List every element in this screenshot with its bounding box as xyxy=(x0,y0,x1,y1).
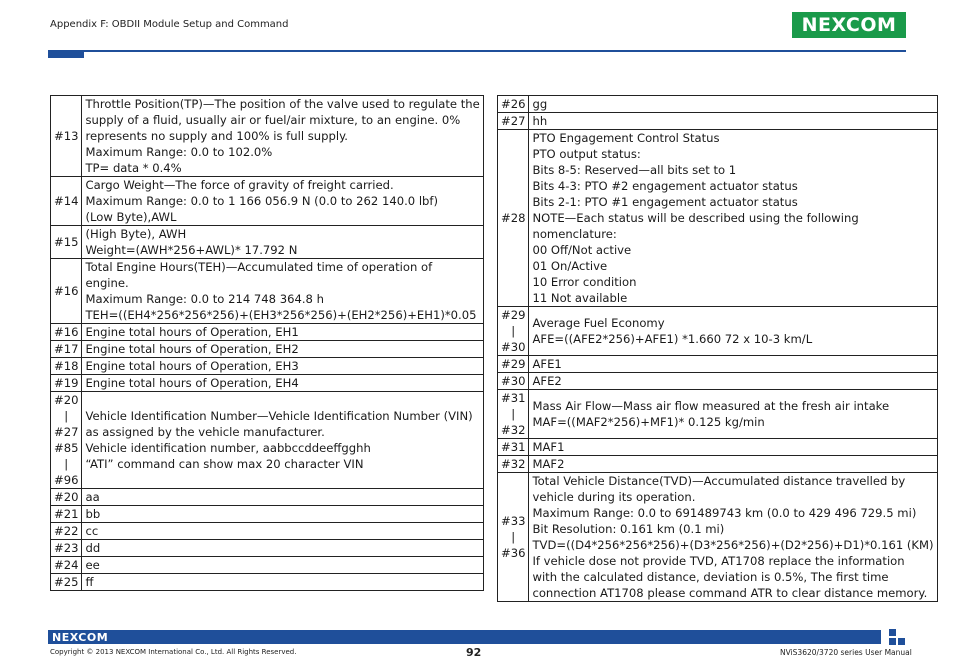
table-row xyxy=(51,324,484,341)
description-line: ee xyxy=(85,558,100,572)
table-row xyxy=(51,506,484,523)
command-id-cell xyxy=(51,177,82,226)
command-id-cell xyxy=(51,523,82,540)
command-id: #20 xyxy=(54,393,79,407)
command-description-cell xyxy=(82,324,483,341)
command-id-cell xyxy=(498,96,529,113)
description-line: Maximum Range: 0.0 to 214 748 364.8 h xyxy=(85,292,324,306)
command-id: #29 xyxy=(501,308,526,322)
table-row xyxy=(51,574,484,591)
command-id-cell xyxy=(51,557,82,574)
description-line: Total Vehicle Distance(TVD)—Accumulated distance travelled by xyxy=(532,474,906,488)
description-line: aa xyxy=(85,490,100,504)
command-id-cell xyxy=(51,489,82,506)
command-id: #85 xyxy=(54,441,79,455)
command-id: #33 xyxy=(501,514,526,528)
header-title: Appendix F: OBDII Module Setup and Command xyxy=(50,19,289,30)
description-line: Mass Air Flow—Mass air flow measured at the fresh air intake xyxy=(532,399,890,413)
table-row xyxy=(51,375,484,392)
command-id: #21 xyxy=(54,507,79,521)
command-id: #26 xyxy=(501,97,526,111)
command-id: #28 xyxy=(501,211,526,225)
command-description-cell xyxy=(529,390,937,439)
table-row xyxy=(498,439,938,456)
footer-square-icon xyxy=(889,638,896,645)
command-id: #30 xyxy=(501,340,526,354)
command-id-cell xyxy=(498,307,529,356)
command-id-cell xyxy=(498,456,529,473)
table-row xyxy=(51,341,484,358)
command-id-cell xyxy=(51,375,82,392)
description-line: Weight=(AWH*256+AWL)* 17.792 N xyxy=(85,243,298,257)
command-description-cell xyxy=(82,226,483,259)
table-row xyxy=(51,392,484,489)
description-line: PTO output status: xyxy=(532,147,641,161)
command-description-cell xyxy=(529,113,937,130)
description-line: gg xyxy=(532,97,548,111)
table-row xyxy=(498,456,938,473)
command-id-cell xyxy=(498,390,529,439)
description-line: TP= data * 0.4% xyxy=(85,161,182,175)
table-row xyxy=(498,130,938,307)
description-line: Engine total hours of Operation, EH1 xyxy=(85,325,299,339)
footer-logo: NEXCOM xyxy=(52,631,109,644)
description-line: AFE1 xyxy=(532,357,562,371)
description-line: “ATI” command can show max 20 character VIN xyxy=(85,457,364,471)
footer-bar xyxy=(48,630,881,644)
command-id-cell xyxy=(51,226,82,259)
description-line: hh xyxy=(532,114,548,128)
command-id: #32 xyxy=(501,423,526,437)
command-id: | xyxy=(511,324,516,338)
command-id: #31 xyxy=(501,440,526,454)
command-description-cell xyxy=(82,358,483,375)
nexcom-logo xyxy=(792,12,906,38)
description-line: Average Fuel Economy xyxy=(532,316,665,330)
description-line: Cargo Weight—The force of gravity of freight carried. xyxy=(85,178,394,192)
description-line: Vehicle Identification Number—Vehicle Identification Number (VIN) xyxy=(85,409,473,423)
command-id: #29 xyxy=(501,357,526,371)
command-id: #96 xyxy=(54,473,79,487)
description-line: supply of a fluid, usually air or fuel/air mixture, to an engine. 0% xyxy=(85,113,461,127)
command-id: #16 xyxy=(54,284,79,298)
description-line: 11 Not available xyxy=(532,291,628,305)
logo-text: NEXCOM xyxy=(801,14,897,36)
command-id-cell xyxy=(51,259,82,324)
command-description-cell xyxy=(82,341,483,358)
command-description-cell xyxy=(529,96,937,113)
command-description-cell xyxy=(529,373,937,390)
description-line: PTO Engagement Control Status xyxy=(532,131,720,145)
table-row xyxy=(51,489,484,506)
command-id-cell xyxy=(498,130,529,307)
description-line: engine. xyxy=(85,276,129,290)
table-row xyxy=(498,373,938,390)
description-line: MAF1 xyxy=(532,440,565,454)
description-line: If vehicle dose not provide TVD, AT1708 replace the information xyxy=(532,554,905,568)
table-row xyxy=(498,96,938,113)
command-id: #30 xyxy=(501,374,526,388)
description-line: Total Engine Hours(TEH)—Accumulated time of operation of xyxy=(85,260,433,274)
command-table-right xyxy=(497,95,938,602)
description-line: MAF2 xyxy=(532,457,565,471)
command-id-cell xyxy=(51,540,82,557)
command-description-cell xyxy=(82,375,483,392)
description-line: TEH=((EH4*256*256*256)+(EH3*256*256)+(EH2*256)+EH1)*0.05 xyxy=(85,308,477,322)
command-description-cell xyxy=(529,130,937,307)
command-id: #17 xyxy=(54,342,79,356)
table-row xyxy=(498,356,938,373)
command-id: #18 xyxy=(54,359,79,373)
description-line: TVD=((D4*256*256*256)+(D3*256*256)+(D2*256)+D1)*0.161 (KM) xyxy=(532,538,934,552)
command-description-cell xyxy=(529,307,937,356)
description-line: NOTE—Each status will be described using the following xyxy=(532,211,859,225)
table-row xyxy=(498,390,938,439)
description-line: Engine total hours of Operation, EH4 xyxy=(85,376,299,390)
footer-manual-title: NViS3620/3720 series User Manual xyxy=(780,648,912,657)
description-line: (Low Byte),AWL xyxy=(85,210,177,224)
description-line: 10 Error condition xyxy=(532,275,637,289)
description-line: nomenclature: xyxy=(532,227,617,241)
command-description-cell xyxy=(82,177,483,226)
description-line: Maximum Range: 0.0 to 102.0% xyxy=(85,145,273,159)
footer-square-icon xyxy=(889,629,896,636)
description-line: bb xyxy=(85,507,101,521)
table-row xyxy=(51,523,484,540)
command-id-cell xyxy=(51,96,82,177)
command-id-cell xyxy=(498,356,529,373)
command-id-cell xyxy=(51,341,82,358)
command-id: | xyxy=(511,530,516,544)
description-line: AFE=((AFE2*256)+AFE1) *1.660 72 x 10-3 km/L xyxy=(532,332,813,346)
description-line: MAF=((MAF2*256)+MF1)* 0.125 kg/min xyxy=(532,415,765,429)
command-description-cell xyxy=(82,574,483,591)
command-id: #23 xyxy=(54,541,79,555)
command-id: #27 xyxy=(54,425,79,439)
page-number: 92 xyxy=(466,646,482,659)
footer-copyright: Copyright © 2013 NEXCOM International Co., Ltd. All Rights Reserved. xyxy=(50,648,297,656)
command-description-cell xyxy=(529,356,937,373)
table-row xyxy=(51,226,484,259)
description-line: Bits 2-1: PTO #1 engagement actuator status xyxy=(532,195,798,209)
description-line: with the calculated distance, deviation is 0.5%, The first time xyxy=(532,570,889,584)
command-id-cell xyxy=(498,373,529,390)
command-id: | xyxy=(64,457,69,471)
command-id: #24 xyxy=(54,558,79,572)
command-id-cell xyxy=(51,574,82,591)
description-line: Maximum Range: 0.0 to 691489743 km (0.0 to 429 496 729.5 mi) xyxy=(532,506,917,520)
description-line: Bit Resolution: 0.161 km (0.1 mi) xyxy=(532,522,725,536)
command-id: #16 xyxy=(54,325,79,339)
command-id-cell xyxy=(51,392,82,489)
command-description-cell xyxy=(82,259,483,324)
command-id: #32 xyxy=(501,457,526,471)
table-row xyxy=(498,473,938,602)
command-id-cell xyxy=(51,324,82,341)
command-description-cell xyxy=(82,392,483,489)
command-description-cell xyxy=(82,523,483,540)
footer-square-icon xyxy=(898,638,905,645)
description-line: dd xyxy=(85,541,101,555)
description-line: Vehicle identification number, aabbccddeeffgghh xyxy=(85,441,371,455)
command-id: #22 xyxy=(54,524,79,538)
command-table-left xyxy=(50,95,484,591)
table-row xyxy=(51,96,484,177)
header-rule xyxy=(48,50,906,52)
command-description-cell xyxy=(82,489,483,506)
description-line: Bits 8-5: Reserved—all bits set to 1 xyxy=(532,163,737,177)
command-id-cell xyxy=(498,113,529,130)
description-line: 00 Off/Not active xyxy=(532,243,632,257)
description-line: AFE2 xyxy=(532,374,562,388)
command-id-cell xyxy=(51,506,82,523)
table-row xyxy=(51,177,484,226)
table-row xyxy=(51,557,484,574)
command-description-cell xyxy=(82,506,483,523)
command-id-cell xyxy=(498,439,529,456)
description-line: Throttle Position(TP)—The position of the valve used to regulate the xyxy=(85,97,480,111)
command-id: #19 xyxy=(54,376,79,390)
description-line: represents no supply and 100% is full supply. xyxy=(85,129,348,143)
command-description-cell xyxy=(82,557,483,574)
description-line: connection AT1708 please command ATR to clear distance memory. xyxy=(532,586,928,600)
command-id: | xyxy=(511,407,516,421)
description-line: Engine total hours of Operation, EH2 xyxy=(85,342,299,356)
description-line: ff xyxy=(85,575,94,589)
description-line: (High Byte), AWH xyxy=(85,227,187,241)
description-line: Engine total hours of Operation, EH3 xyxy=(85,359,299,373)
command-description-cell xyxy=(82,540,483,557)
command-id: | xyxy=(64,409,69,423)
command-id-cell xyxy=(498,473,529,602)
command-id: #14 xyxy=(54,194,79,208)
header-accent-block xyxy=(48,50,84,58)
description-line: vehicle during its operation. xyxy=(532,490,696,504)
table-row xyxy=(498,113,938,130)
description-line: Maximum Range: 0.0 to 1 166 056.9 N (0.0 to 262 140.0 lbf) xyxy=(85,194,439,208)
command-id: #27 xyxy=(501,114,526,128)
command-description-cell xyxy=(529,456,937,473)
description-line: as assigned by the vehicle manufacturer. xyxy=(85,425,325,439)
command-id: #36 xyxy=(501,546,526,560)
table-row xyxy=(498,307,938,356)
table-row xyxy=(51,259,484,324)
command-id-cell xyxy=(51,358,82,375)
command-description-cell xyxy=(529,473,937,602)
description-line: cc xyxy=(85,524,99,538)
command-id: #25 xyxy=(54,575,79,589)
command-description-cell xyxy=(82,96,483,177)
command-id: #15 xyxy=(54,235,79,249)
table-row xyxy=(51,358,484,375)
command-id: #20 xyxy=(54,490,79,504)
description-line: 01 On/Active xyxy=(532,259,608,273)
table-row xyxy=(51,540,484,557)
description-line: Bits 4-3: PTO #2 engagement actuator status xyxy=(532,179,798,193)
command-id: #13 xyxy=(54,129,79,143)
command-id: #31 xyxy=(501,391,526,405)
command-description-cell xyxy=(529,439,937,456)
